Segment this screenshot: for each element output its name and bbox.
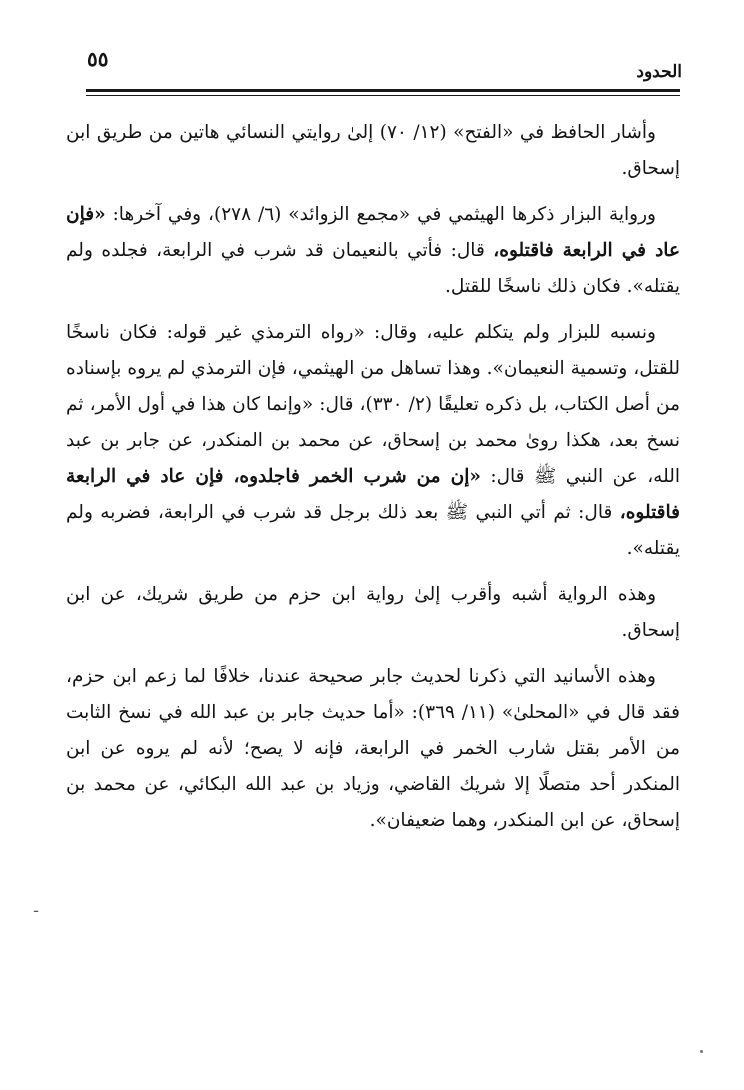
- page-number: ٥٥: [87, 47, 109, 71]
- text-segment: وهذه الرواية أشبه وأقرب إلىٰ رواية ابن حزم من طريق شريك، عن ابن إسحاق.: [66, 584, 680, 641]
- header-rule-thin: [86, 95, 680, 96]
- main-text: [66, 115, 680, 845]
- paragraph: [66, 577, 680, 649]
- paragraph: [66, 659, 680, 839]
- text-segment: قال: ثم أتي النبي ﷺ بعد ذلك برجل قد شرب في الرابعة، فضربه ولم يقتله».: [66, 502, 680, 559]
- running-title: الحدود: [636, 62, 682, 82]
- paragraph: [66, 115, 680, 187]
- page-speck: [700, 1050, 703, 1053]
- header-rule-thick: [86, 89, 680, 92]
- text-segment: ورواية البزار ذكرها الهيثمي في «مجمع الزوائد» (٦/ ٢٧٨)، وفي آخرها:: [105, 204, 656, 225]
- paragraph: [66, 197, 680, 305]
- paragraph: [66, 315, 680, 567]
- text-segment: قال: فأتي بالنعيمان قد شرب في الرابعة، فجلده ولم يقتله». فكان ذلك ناسخًا للقتل.: [66, 240, 680, 297]
- page-header: [82, 42, 682, 86]
- text-segment: وهذه الأسانيد التي ذكرنا لحديث جابر صحيحة عندنا، خلافًا لما زعم ابن حزم، فقد قال في «المحلىٰ» (١١/ ٣٦٩): «أما حديث جابر بن عبد الله في نسخ الثابت من الأمر بقتل شارب الخمر في الرابعة، فإنه لا يصح؛ لأنه لم يروه عن ابن المنكدر أحد متصلًا إلا شريك القاضي، وزياد بن عبد الله البكائي، عن محمد بن إسحاق، عن ابن المنكدر، وهما ضعيفان».: [66, 666, 680, 831]
- bold-hadith-text: «إن من شرب الخمر فاجلدوه، فإن عاد في الرابعة فاقتلوه،: [66, 466, 680, 523]
- margin-speck: ـ: [34, 900, 39, 916]
- text-segment: وأشار الحافظ في «الفتح» (١٢/ ٧٠) إلىٰ روايتي النسائي هاتين من طريق ابن إسحاق.: [66, 122, 680, 179]
- bold-hadith-text: «فإن عاد في الرابعة فاقتلوه،: [66, 204, 680, 261]
- text-segment: ونسبه للبزار ولم يتكلم عليه، وقال: «رواه الترمذي غير قوله: فكان ناسخًا للقتل، وتسمية النعيمان». وهذا تساهل من الهيثمي، فإن الترمذي لم يروه بإسناده من أصل الكتاب، بل ذكره تعليقًا (٢/ ٣٣٠)، قال: «وإنما كان هذا في أول الأمر، ثم نسخ بعد، هكذا روىٰ محمد بن إسحاق، عن محمد بن المنكدر، عن جابر بن عبد الله، عن النبي ﷺ قال:: [66, 322, 680, 487]
